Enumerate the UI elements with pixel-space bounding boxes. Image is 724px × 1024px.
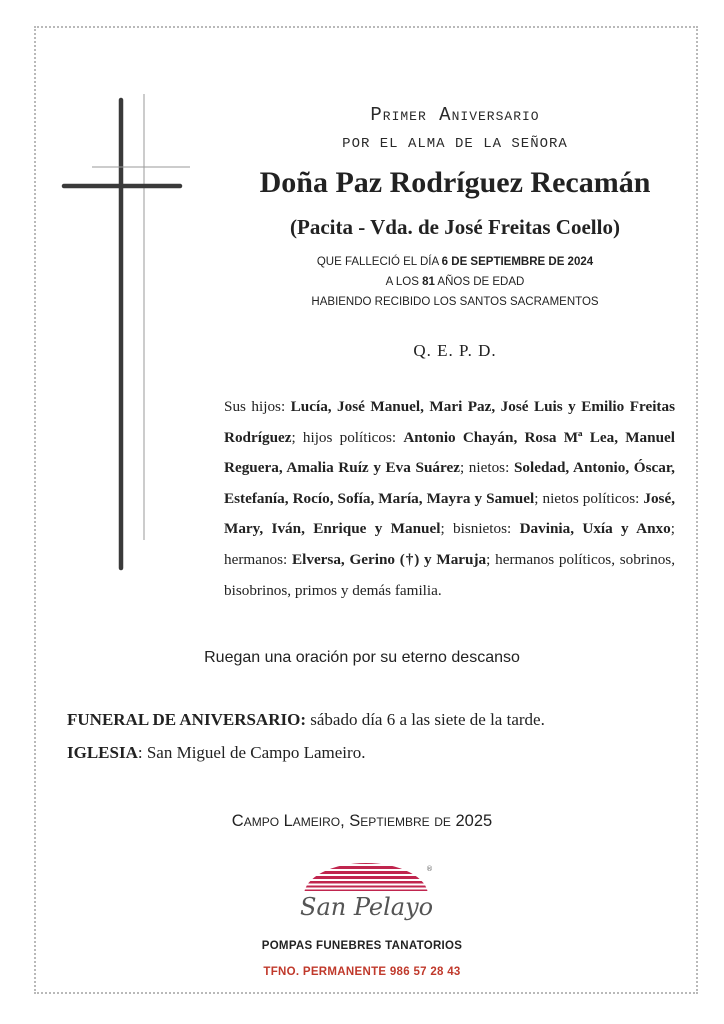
hijos-politicos: Antonio Chayán, Rosa Mª Lea, Manuel Reguera, Amalia Ruíz y Eva Suárez xyxy=(224,428,675,477)
hijos: Lucía, José Manuel, Mari Paz, José Luis y Emilio Freitas Rodríguez xyxy=(224,398,675,446)
death-date-line: QUE FALLECIÓ EL DÍA 6 DE SEPTIEMBRE DE 2024 xyxy=(316,256,594,268)
age-line: A LOS 81 AÑOS DE EDAD xyxy=(385,276,525,288)
logo-text: San Pelayo xyxy=(300,893,434,921)
subtitle: POR EL ALMA DE LA SEÑORA xyxy=(342,136,568,152)
hermanos: Elversa, Gerino (†) y Maruja xyxy=(292,550,487,568)
family-paragraph: Sus hijos: Lucía, José Manuel, Mari Paz, José Luis y Emilio Freitas Rodríguez; hijos políticos: Antonio Chayán, Rosa Mª Lea, Manuel Reguera, Amalia Ruíz y Eva Suárez; nietos: Soledad, Antonio, Óscar, Estefanía, Rocío, Sofía, María, Mayra y Samuel; nietos políticos: José, Mary, Iván, Enrique y Manuel; bisnietos: Davinia, Uxía y Anxo; hermanos: Elversa, Gerino (†) y Maruja; hermanos políticos, sobrinos, bisobrinos, primos y demás familia. xyxy=(224,398,675,599)
bisnietos: Davinia, Uxía y Anxo xyxy=(519,520,671,538)
prayer-text: Ruegan una oración por su eterno descanso xyxy=(204,649,520,666)
church-label: IGLESIA xyxy=(67,743,138,762)
deceased-name: Doña Paz Rodríguez Recamán xyxy=(259,166,651,199)
sacraments-line: HABIENDO RECIBIDO LOS SANTOS SACRAMENTOS xyxy=(311,296,599,308)
age: 81 xyxy=(422,276,435,288)
place-date: Campo Lameiro, Septiembre de 2025 xyxy=(231,812,493,830)
funeral-line: FUNERAL DE ANIVERSARIO: sábado día 6 a las siete de la tarde. xyxy=(67,710,545,729)
church-line: IGLESIA: San Miguel de Campo Lameiro. xyxy=(67,743,366,762)
death-date: 6 DE SEPTIEMBRE DE 2024 xyxy=(441,256,594,268)
qepd: Q. E. P. D. xyxy=(413,341,497,360)
phone-number: TFNO. PERMANENTE 986 57 28 43 xyxy=(263,966,461,978)
funeral-label: FUNERAL DE ANIVERSARIO: xyxy=(67,710,306,729)
san-pelayo-logo xyxy=(290,857,440,929)
nietos-politicos: José, Mary, Iván, Enrique y Manuel xyxy=(224,489,675,538)
deceased-alias: (Pacita - Vda. de José Freitas Coello) xyxy=(290,215,620,239)
company-name: POMPAS FUNEBRES TANATORIOS xyxy=(261,940,463,952)
registered-mark: ® xyxy=(426,865,433,873)
superscription: Primer Aniversario xyxy=(370,104,540,126)
nietos: Soledad, Antonio, Óscar, Estefanía, Rocío, Sofía, María, Mayra y Samuel xyxy=(224,459,675,507)
